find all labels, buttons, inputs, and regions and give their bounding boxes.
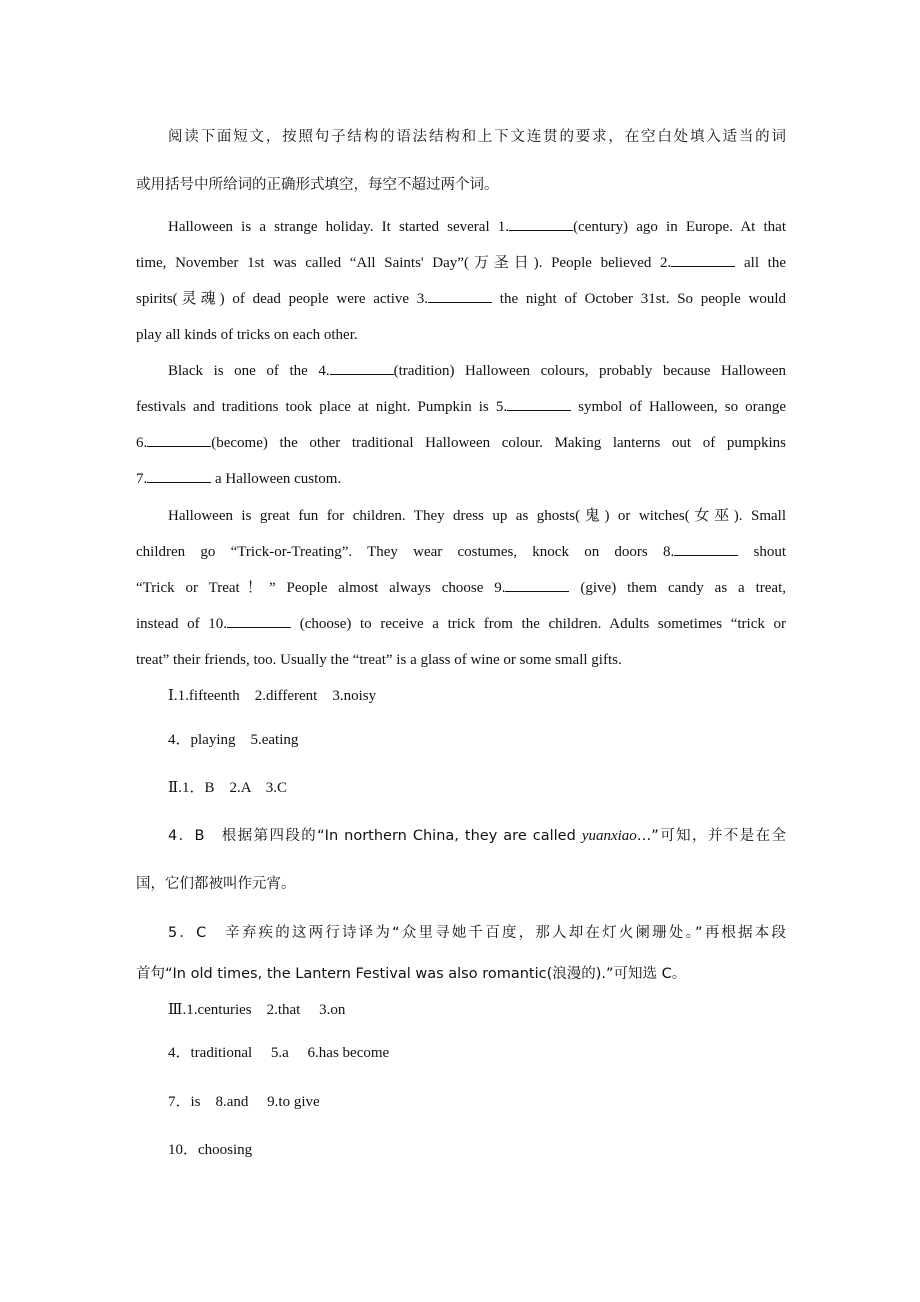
passage-p1-line-2 [136,254,786,272]
passage-p2-line-2 [136,398,786,416]
passage-p3-line-4 [136,615,786,633]
text: all the [735,255,786,271]
text: “Trick or Treat！” People almost always choose 9. [136,580,506,596]
blank-5 [507,398,571,411]
text: instead of 10. [136,616,228,632]
blank-1 [509,218,573,231]
text: (century) ago in Europe. At that [573,219,786,235]
text: …”可知，并不是在全 [636,828,787,844]
blank-2 [671,254,735,267]
answers-section-2-q4-line-1 [168,827,786,845]
answers-section-3-line-4: 10．choosing [168,1142,253,1158]
text: spirits(灵魂) of dead people were active 3. [136,291,429,307]
text: a Halloween custom. [211,471,342,487]
text: (give) them candy as a treat, [569,580,786,596]
blank-6 [147,434,211,447]
passage-p2-line-4 [136,470,786,488]
passage-p1-line-3 [136,290,786,308]
blank-3 [428,290,492,303]
answers-section-2-line-1: Ⅱ.1．B 2.A 3.C [168,780,287,796]
passage-p3-line-3 [136,579,786,597]
text: (tradition) Halloween colours, probably because Halloween [393,363,786,379]
text: Black is one of the 4. [168,363,330,379]
blank-10 [227,615,291,628]
answers-section-3-line-1: Ⅲ.1.centuries 2.that 3.on [168,1002,346,1018]
passage-p3-line-1: Halloween is great fun for children. They dress up as ghosts(鬼) or witches(女巫). Small [168,508,786,524]
italic-term: yuanxiao [581,828,637,844]
text: (become) the other traditional Halloween colour. Making lanterns out of pumpkins [211,435,786,451]
passage-p3-line-2 [136,543,786,561]
blank-7 [147,470,211,483]
text: the night of October 31st. So people would [492,291,786,307]
answers-section-2-q4-line-2: 国，它们都被叫作元宵。 [136,876,296,892]
answers-section-2-q5-line-1: 5．C 辛弃疾的这两行诗译为“众里寻她千百度，那人却在灯火阑珊处。”再根据本段 [168,925,786,941]
answers-section-3-line-3: 7．is 8.and 9.to give [168,1094,320,1110]
text: 7. [136,471,148,487]
blank-9 [505,579,569,592]
text: 4．B 根据第四段的“In northern China, they are called [168,828,582,844]
text: children go “Trick-or-Treating”. They wear costumes, knock on doors 8. [136,544,675,560]
passage-p3-line-5: treat” their friends, too. Usually the “treat” is a glass of wine or some small gifts. [136,652,622,668]
instructions-line-2: 或用括号中所给词的正确形式填空，每空不超过两个词。 [136,177,499,193]
text: Halloween is a strange holiday. It started several 1. [168,219,510,235]
answers-section-1-line-2: 4．playing 5.eating [168,732,299,748]
answers-section-3-line-2: 4．traditional 5.a 6.has become [168,1045,390,1061]
blank-4 [330,362,394,375]
text: time, November 1st was called “All Saints' Day”(万圣日). People believed 2. [136,255,672,271]
answers-section-1-line-1: Ⅰ.1.fifteenth 2.different 3.noisy [168,688,377,704]
passage-p1-line-1 [168,218,786,236]
text: symbol of Halloween, so orange [571,399,786,415]
passage-p2-line-3 [136,434,786,452]
text: festivals and traditions took place at night. Pumpkin is 5. [136,399,508,415]
text: (choose) to receive a trick from the children. Adults sometimes “trick or [291,616,787,632]
text: 6. [136,435,148,451]
passage-p2-line-1 [168,362,786,380]
passage-p1-line-4: play all kinds of tricks on each other. [136,327,358,343]
blank-8 [674,543,738,556]
text: shout [738,544,786,560]
instructions-line-1: 阅读下面短文，按照句子结构的语法结构和上下文连贯的要求，在空白处填入适当的词 [168,129,786,145]
answers-section-2-q5-line-2: 首句“In old times, the Lantern Festival was also romantic(浪漫的).”可知选 C。 [136,966,687,982]
